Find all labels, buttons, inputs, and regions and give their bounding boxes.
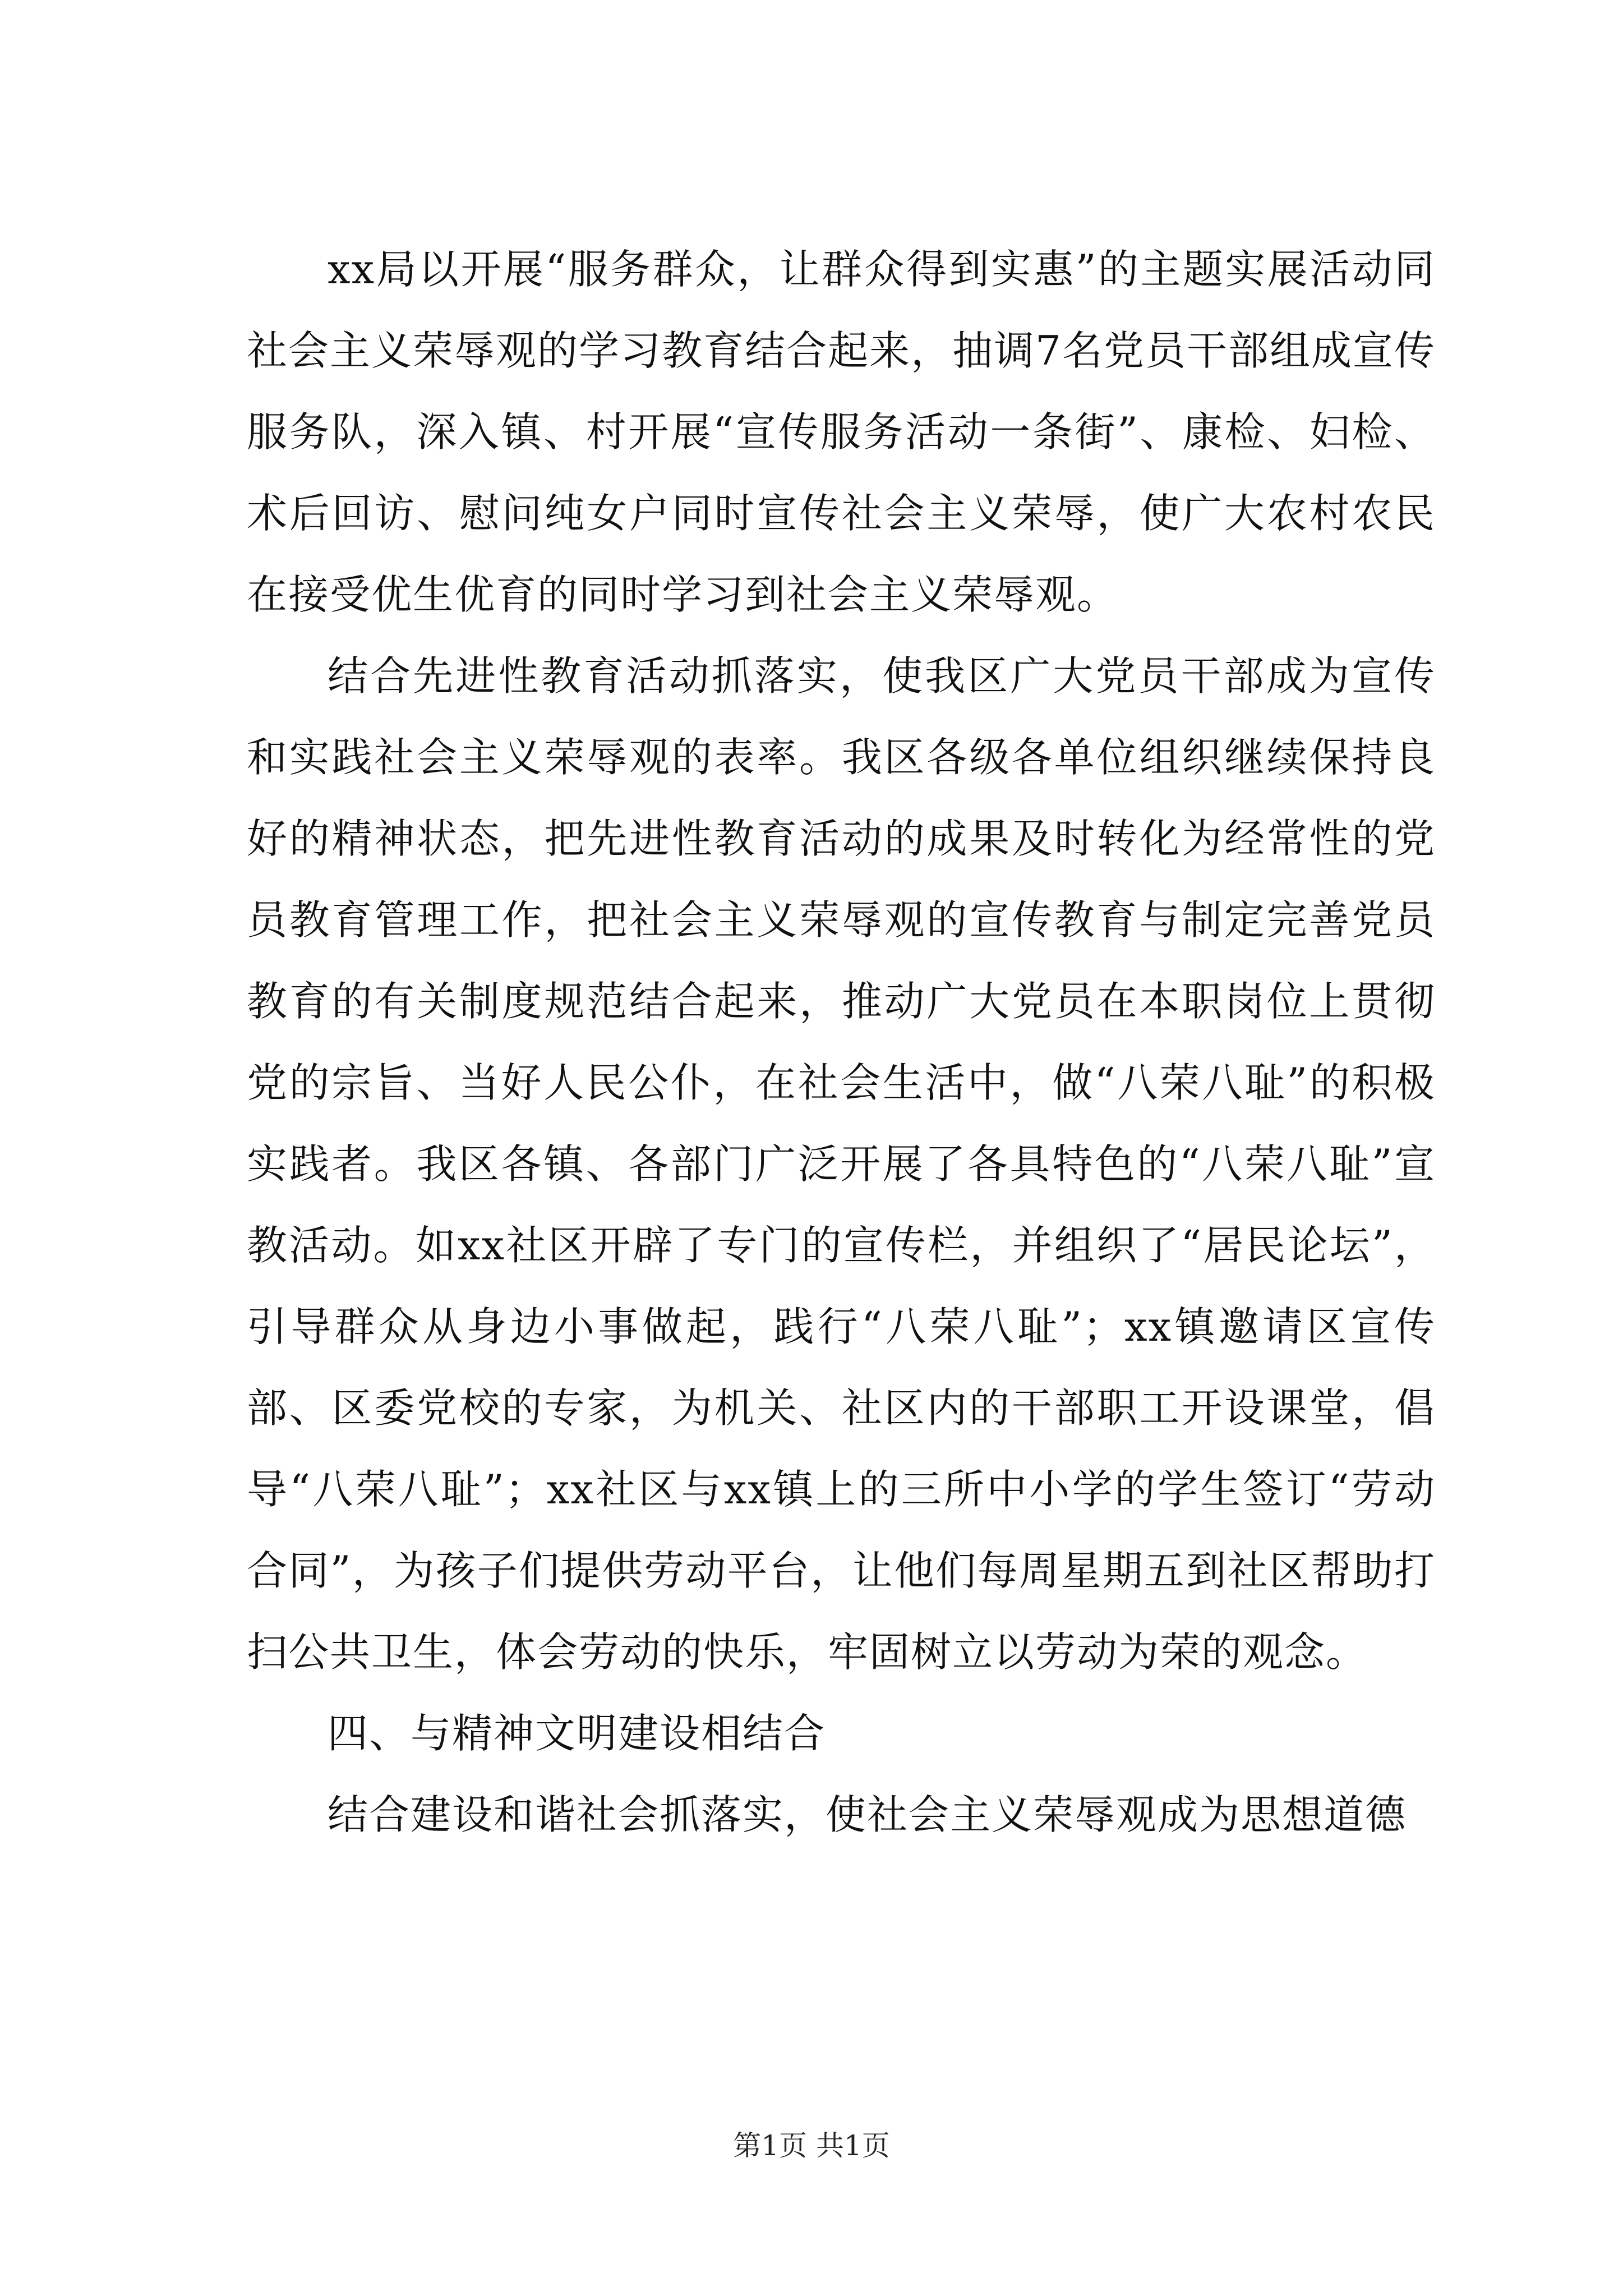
paragraph-3: 结合建设和谐社会抓落实，使社会主义荣辱观成为思想道德 [328, 1791, 1407, 1838]
document-body [247, 229, 1436, 1856]
paragraph-2: 结合先进性教育活动抓落实，使我区广大党员干部成为宣传和实践社会主义荣辱观的表率。我区各级各单位组织继续保持良好的精神状态，把先进性教育活动的成果及时转化为经常性的党员教育管理工作，把社会主义荣辱观的宣传教育与制定完善党员教育的有关制度规范结合起来，推动广大党员在本职岗位上贯彻党的宗旨、当好人民公仆，在社会生活中，做“八荣八耻”的积极实践者。我区各镇、各部门广泛开展了各具特色的“八荣八耻”宣教活动。如xx社区开辟了专门的宣传栏，并组织了“居民论坛”，引导群众从身边小事做起，践行“八荣八耻”；xx镇邀请区宣传部、区委党校的专家，为机关、社区内的干部职工开设课堂，倡导“八荣八耻”；xx社区与xx镇上的三所中小学的学生签订“劳动合同”，为孩子们提供劳动平台，让他们每周星期五到社区帮助打扫公共卫生，体会劳动的快乐，牢固树立以劳动为荣的观念。 [247, 652, 1436, 1676]
paragraph-1: xx局以开展“服务群众，让群众得到实惠”的主题实展活动同社会主义荣辱观的学习教育结合起来，抽调7名党员干部组成宣传服务队，深入镇、村开展“宣传服务活动一条街”、康检、妇检、术后回访、慰问纯女户同时宣传社会主义荣辱，使广大农村农民在接受优生优育的同时学习到社会主义荣辱观。 [247, 246, 1436, 618]
page-footer: 第1页 共1页 [733, 2129, 890, 2162]
section-heading: 四、与精神文明建设相结合 [328, 1710, 826, 1757]
